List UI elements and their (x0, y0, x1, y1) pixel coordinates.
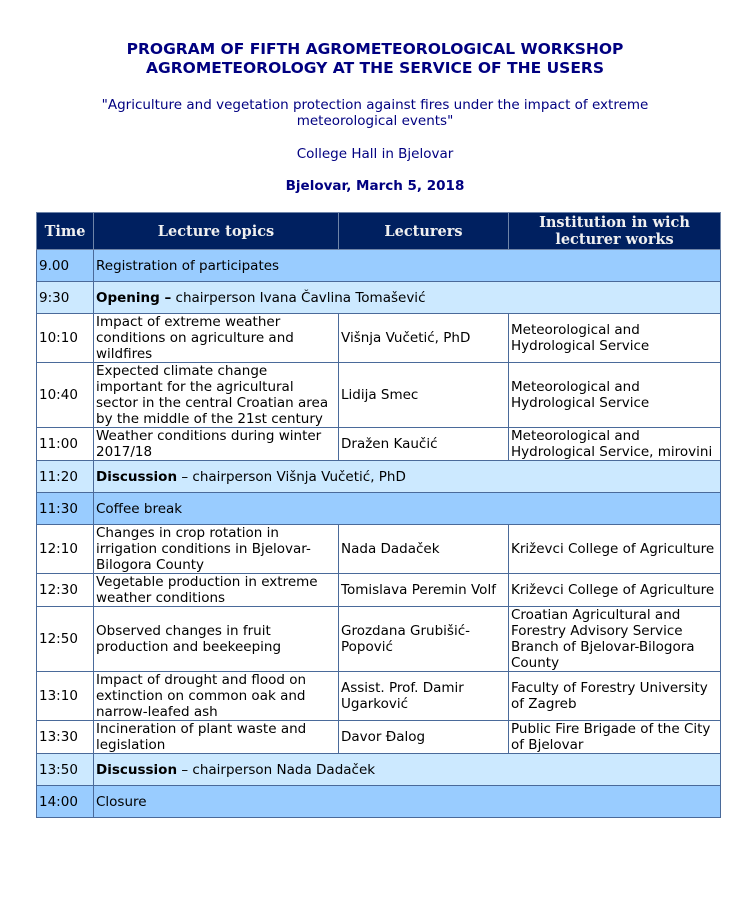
event-text: – chairperson Nada Dadaček (177, 761, 376, 778)
institution-cell: Public Fire Brigade of the City of Bjelovar (509, 721, 721, 754)
time-cell: 13:10 (37, 672, 94, 721)
topic-cell: Impact of drought and flood on extinction on common oak and narrow-leafed ash (94, 672, 339, 721)
time-cell: 9:30 (37, 282, 94, 314)
institution-cell: Križevci College of Agriculture (509, 525, 721, 574)
time-cell: 12:50 (37, 607, 94, 672)
event-label: Discussion (96, 468, 178, 485)
institution-cell: Meteorological and Hydrological Service (509, 363, 721, 428)
table-header-row (37, 213, 721, 250)
time-cell: 10:10 (37, 314, 94, 363)
lecture-row (37, 525, 721, 574)
time-cell: 12:30 (37, 574, 94, 607)
topic-cell: Weather conditions during winter 2017/18 (94, 428, 339, 461)
time-cell: 11:30 (37, 493, 94, 525)
break-row (37, 493, 721, 525)
event-text: – chairperson Višnja Vučetić, PhD (177, 468, 406, 485)
column-header-time: Time (37, 213, 94, 250)
event-text: Coffee break (96, 500, 183, 517)
title-line-1: PROGRAM OF FIFTH AGROMETEOROLOGICAL WORKSHOP (126, 40, 624, 58)
lecture-row (37, 314, 721, 363)
topic-cell: Incineration of plant waste and legislation (94, 721, 339, 754)
lecture-row (37, 574, 721, 607)
time-cell: 13:30 (37, 721, 94, 754)
column-header-institution: Institution in wich lecturer works (509, 213, 721, 250)
topic-cell: Impact of extreme weather conditions on agriculture and wildfires (94, 314, 339, 363)
lecturer-cell: Grozdana Grubišić-Popović (339, 607, 509, 672)
lecturer-cell: Assist. Prof. Damir Ugarković (339, 672, 509, 721)
lecture-row (37, 607, 721, 672)
time-cell: 10:40 (37, 363, 94, 428)
lecture-row (37, 428, 721, 461)
break-row (37, 786, 721, 818)
lecturer-cell: Višnja Vučetić, PhD (339, 314, 509, 363)
event-cell (94, 461, 721, 493)
column-header-lecturers: Lecturers (339, 213, 509, 250)
program-title (0, 40, 750, 78)
time-cell: 11:00 (37, 428, 94, 461)
session-row (37, 282, 721, 314)
session-row (37, 461, 721, 493)
topic-cell: Observed changes in fruit production and beekeeping (94, 607, 339, 672)
event-text: Registration of participates (96, 257, 280, 274)
workshop-subtitle (0, 97, 750, 129)
institution-cell: Križevci College of Agriculture (509, 574, 721, 607)
lecture-row (37, 363, 721, 428)
time-cell: 13:50 (37, 754, 94, 786)
institution-cell: Faculty of Forestry University of Zagreb (509, 672, 721, 721)
topic-cell: Vegetable production in extreme weather conditions (94, 574, 339, 607)
event-cell (94, 493, 721, 525)
column-header-topics: Lecture topics (94, 213, 339, 250)
lecturer-cell: Dražen Kaučić (339, 428, 509, 461)
time-cell: 11:20 (37, 461, 94, 493)
event-date: Bjelovar, March 5, 2018 (285, 178, 465, 194)
time-cell: 14:00 (37, 786, 94, 818)
event-cell (94, 786, 721, 818)
lecturer-cell: Lidija Smec (339, 363, 509, 428)
subtitle-line-2: meteorological events" (296, 113, 454, 129)
event-label: Discussion (96, 761, 178, 778)
lecture-row (37, 721, 721, 754)
institution-cell: Meteorological and Hydrological Service, mirovini (509, 428, 721, 461)
event-cell (94, 250, 721, 282)
session-row (37, 754, 721, 786)
time-cell: 12:10 (37, 525, 94, 574)
institution-cell: Meteorological and Hydrological Service (509, 314, 721, 363)
title-line-2: AGROMETEOROLOGY AT THE SERVICE OF THE USERS (145, 59, 605, 77)
time-cell: 9.00 (37, 250, 94, 282)
lecturer-cell: Davor Đalog (339, 721, 509, 754)
event-text: chairperson Ivana Čavlina Tomašević (171, 289, 426, 306)
institution-cell: Croatian Agricultural and Forestry Advisory Service Branch of Bjelovar-Bilogora County (509, 607, 721, 672)
event-cell (94, 754, 721, 786)
event-text: Closure (96, 793, 147, 810)
subtitle-line-1: "Agriculture and vegetation protection against fires under the impact of extreme (101, 97, 649, 113)
program-table (36, 212, 721, 818)
event-cell (94, 282, 721, 314)
venue: College Hall in Bjelovar (296, 146, 454, 162)
lecturer-cell: Nada Dadaček (339, 525, 509, 574)
break-row (37, 250, 721, 282)
topic-cell: Expected climate change important for the agricultural sector in the central Croatian area by the middle of the 21st century (94, 363, 339, 428)
topic-cell: Changes in crop rotation in irrigation conditions in Bjelovar-Bilogora County (94, 525, 339, 574)
lecturer-cell: Tomislava Peremin Volf (339, 574, 509, 607)
lecture-row (37, 672, 721, 721)
event-label: Opening – (96, 289, 172, 306)
